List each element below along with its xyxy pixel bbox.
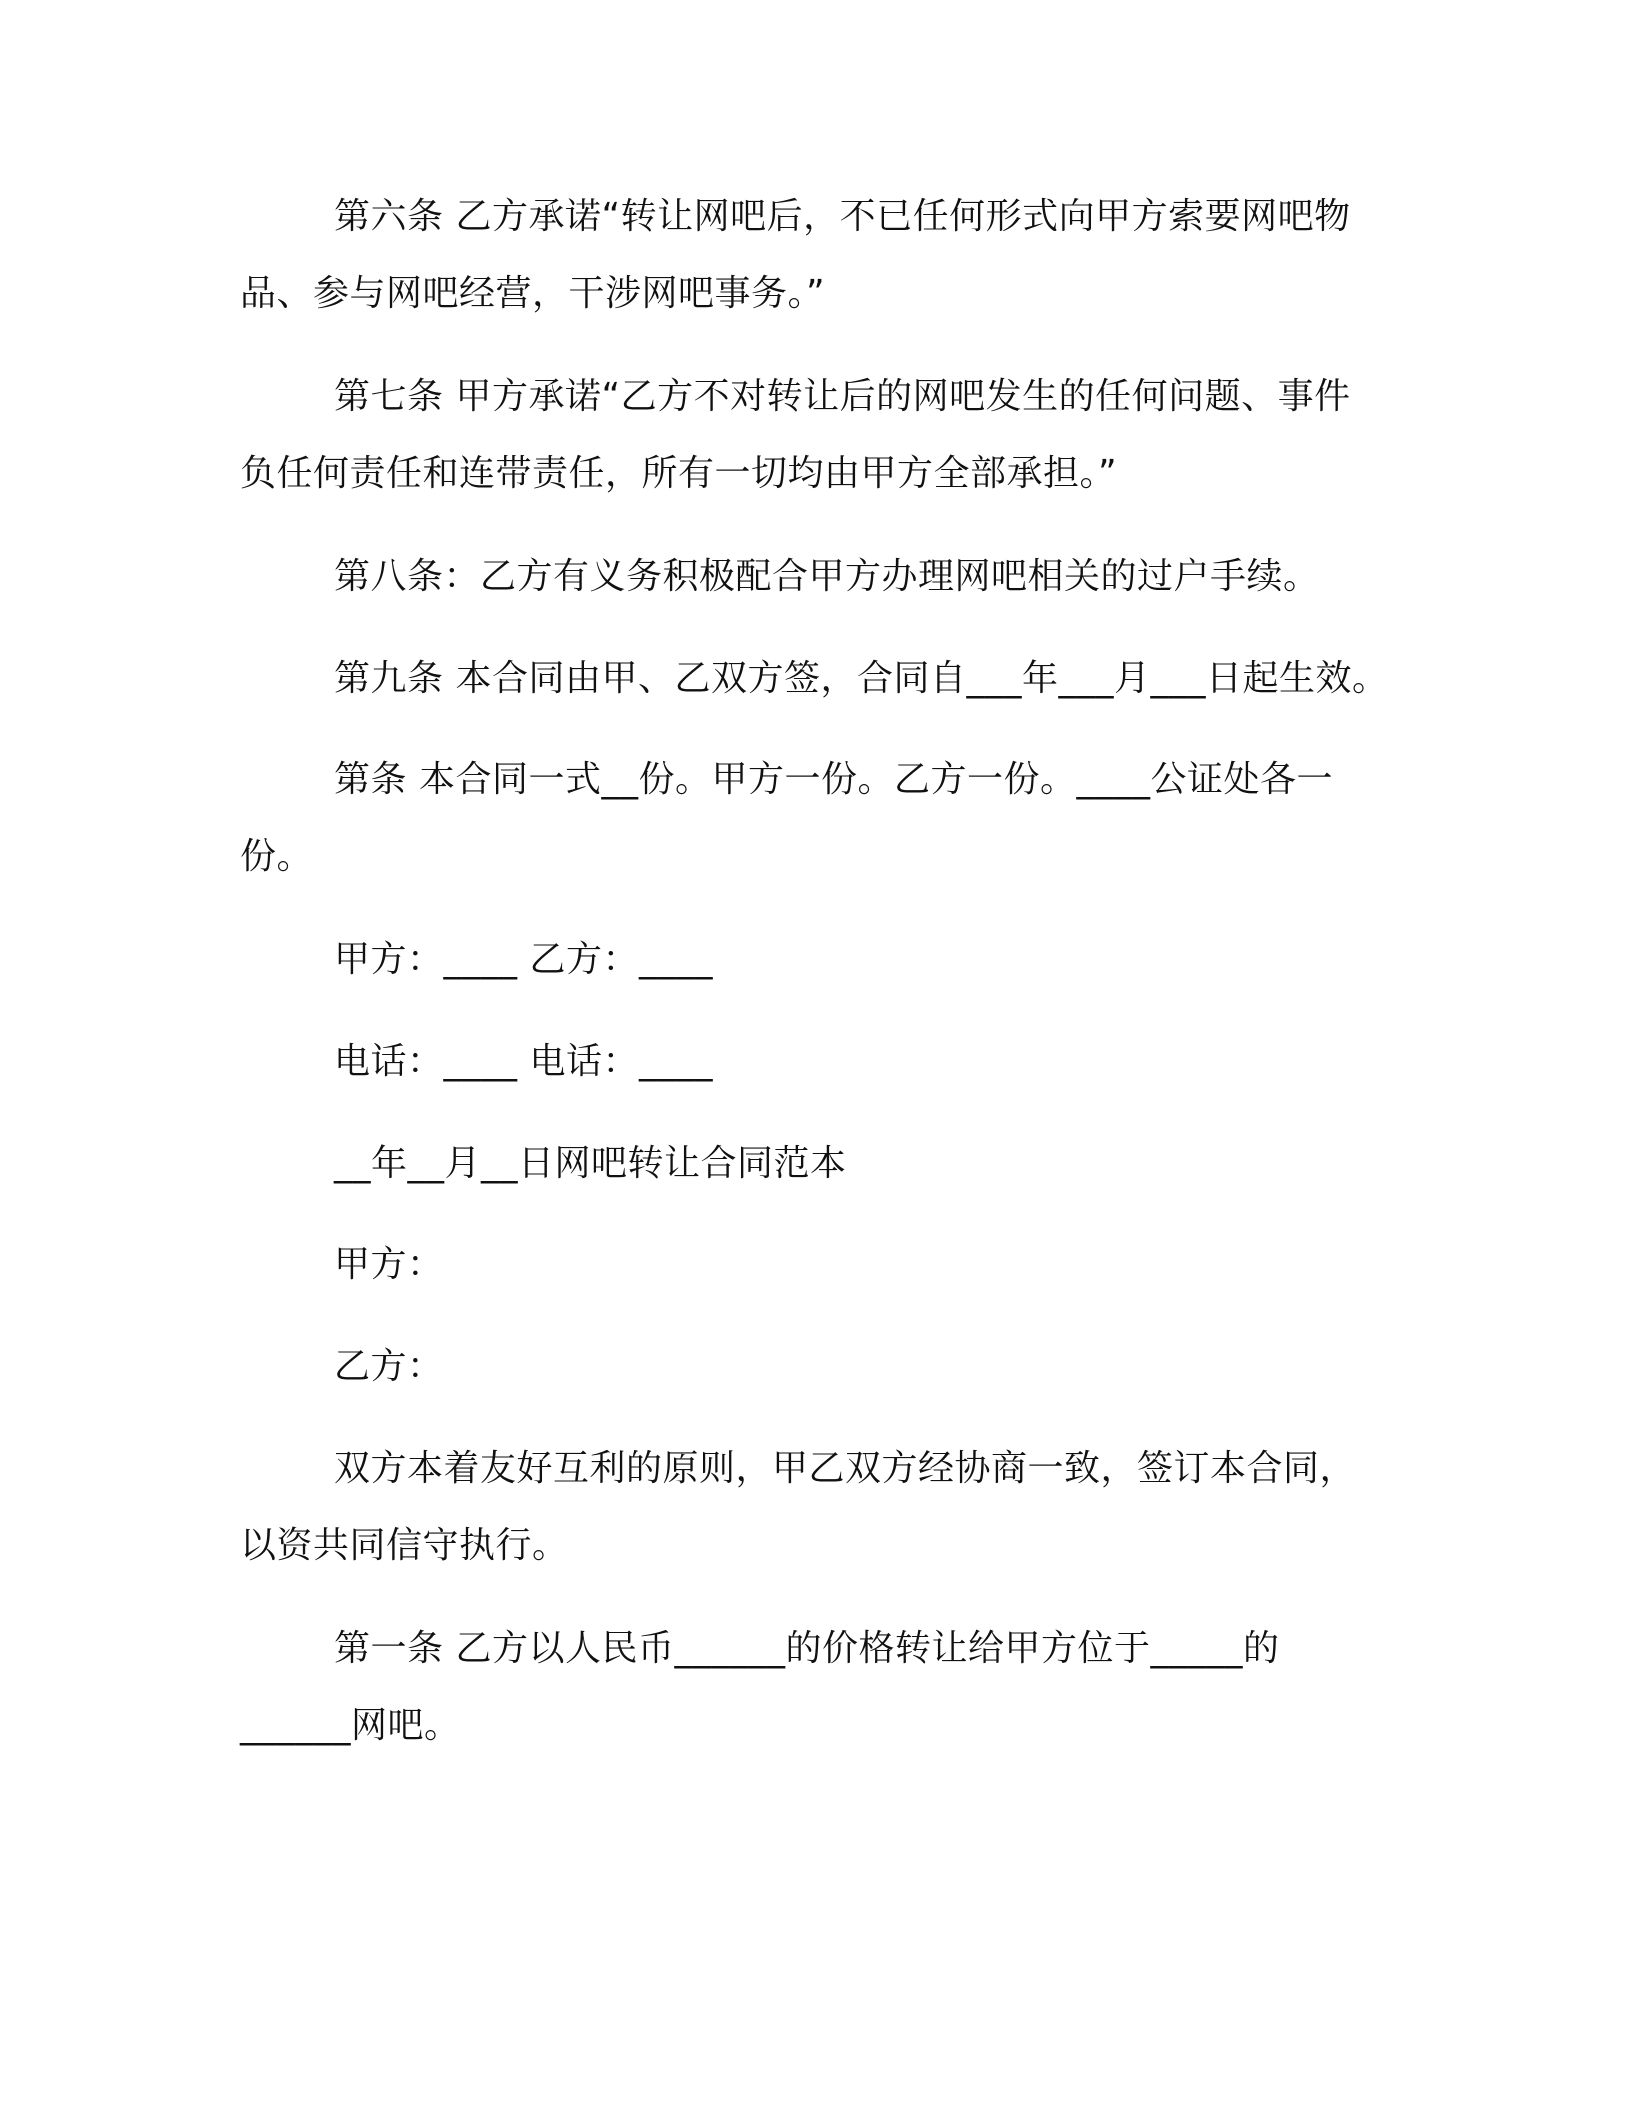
paragraph-line: 第七条 甲方承诺“乙方不对转让后的网吧发生的任何问题、事件 <box>334 376 1351 417</box>
paragraph-line: 第一条 乙方以人民币______的价格转让给甲方位于_____的 <box>334 1628 1280 1669</box>
paragraph-article-1 <box>240 1610 1410 1764</box>
paragraph-line: 品、参与网吧经营，干涉网吧事务。” <box>240 273 826 314</box>
paragraph-date-title <box>240 1125 1410 1202</box>
paragraph-article-6 <box>240 178 1410 332</box>
paragraph-line: 甲方： <box>334 1244 444 1285</box>
paragraph-line: 乙方： <box>334 1346 444 1387</box>
paragraph-line: 第八条：乙方有义务积极配合甲方办理网吧相关的过户手续。 <box>334 556 1320 597</box>
paragraph-line: 第六条 乙方承诺“转让网吧后，不已任何形式向甲方索要网吧物 <box>334 196 1351 237</box>
paragraph-article-9 <box>240 640 1410 717</box>
paragraph-party-a <box>240 1226 1410 1303</box>
paragraph-article-10 <box>240 741 1410 895</box>
paragraph-line: 双方本着友好互利的原则，甲乙双方经协商一致，签订本合同， <box>334 1448 1357 1489</box>
paragraph-line: 第九条 本合同由甲、乙双方签，合同自___年___月___日起生效。 <box>334 658 1389 699</box>
paragraph-line: 份。 <box>240 836 314 877</box>
paragraph-line: __年__月__日网吧转让合同范本 <box>334 1143 847 1184</box>
paragraph-phones <box>240 1023 1410 1100</box>
paragraph-party-b <box>240 1328 1410 1405</box>
paragraph-article-8 <box>240 538 1410 615</box>
paragraph-article-7 <box>240 358 1410 512</box>
paragraph-line: 以资共同信守执行。 <box>240 1525 569 1566</box>
paragraph-line: 负任何责任和连带责任，所有一切均由甲方全部承担。” <box>240 453 1118 494</box>
paragraph-line: 甲方：____ 乙方：____ <box>334 939 713 980</box>
paragraph-line: ______网吧。 <box>240 1705 461 1746</box>
paragraph-line: 第条 本合同一式__份。甲方一份。乙方一份。____公证处各一 <box>334 759 1333 800</box>
paragraph-preamble <box>240 1430 1410 1584</box>
paragraph-line: 电话：____ 电话：____ <box>334 1041 713 1082</box>
paragraph-parties-signature <box>240 921 1410 998</box>
